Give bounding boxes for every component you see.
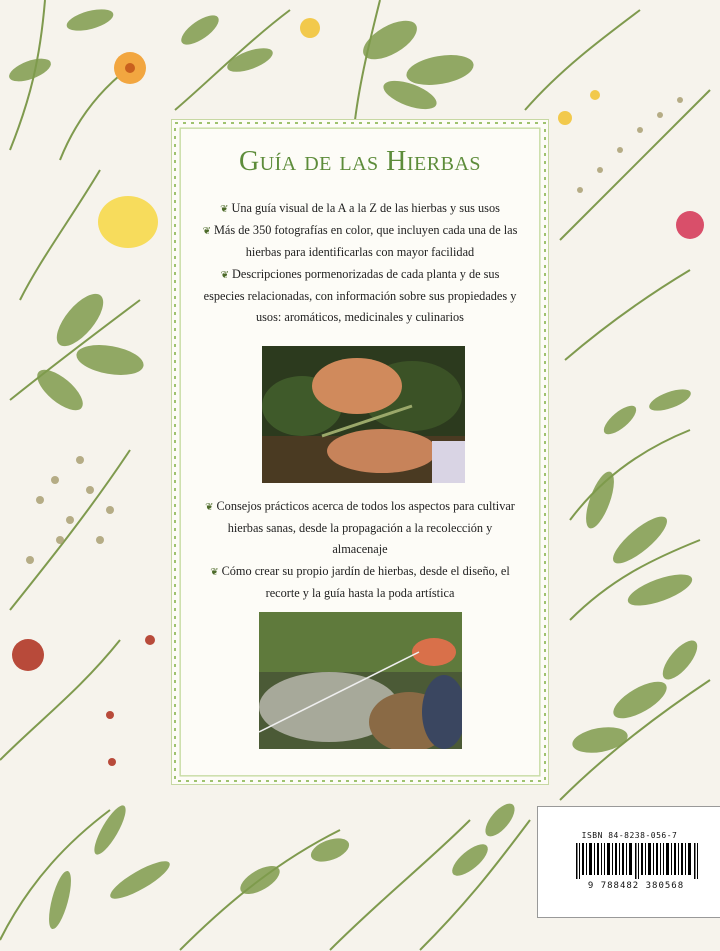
leaf-bullet-icon: ❦ <box>210 566 219 578</box>
barcode-graphic <box>576 843 698 879</box>
feature-item: ❦ Descripciones pormenorizadas de cada planta y de sus especies relacionadas, con información sobre sus propiedades y usos: aromáticos, medicinales y culinarios <box>203 266 517 325</box>
leaf-bullet-icon: ❦ <box>220 269 230 281</box>
info-panel <box>172 120 548 784</box>
leaf-bullet-icon: ❦ <box>205 502 214 513</box>
leaf-bullet-icon: ❦ <box>220 204 229 215</box>
isbn-label: ISBN 84-8238-056-7 <box>581 831 678 840</box>
book-title: Guía de las Hierbas <box>238 146 482 177</box>
features-list-bottom <box>200 496 520 604</box>
barcode-box <box>537 806 720 918</box>
feature-item: ❦ Una guía visual de la A a la Z de las hierbas y sus usos <box>220 201 500 215</box>
leaf-bullet-icon: ❦ <box>202 226 211 238</box>
features-list-top <box>200 198 520 328</box>
photo-hands-cutting-herbs <box>262 346 465 483</box>
feature-item: ❦ Consejos prácticos acerca de todos los aspectos para cultivar hierbas sanas, desde la propagación a la recolección y almacenaje <box>205 499 515 557</box>
feature-item: ❦ Más de 350 fotografías en color, que incluyen cada una de las hierbas para identificarlas con mayor facilidad <box>202 223 518 260</box>
feature-item: ❦ Cómo crear su propio jardín de hierbas, desde el diseño, el recorte y la guía hasta la poda artística <box>210 563 510 600</box>
barcode-number: 9 788482 380568 <box>587 881 685 891</box>
photo-trimming-hedge <box>259 612 462 749</box>
